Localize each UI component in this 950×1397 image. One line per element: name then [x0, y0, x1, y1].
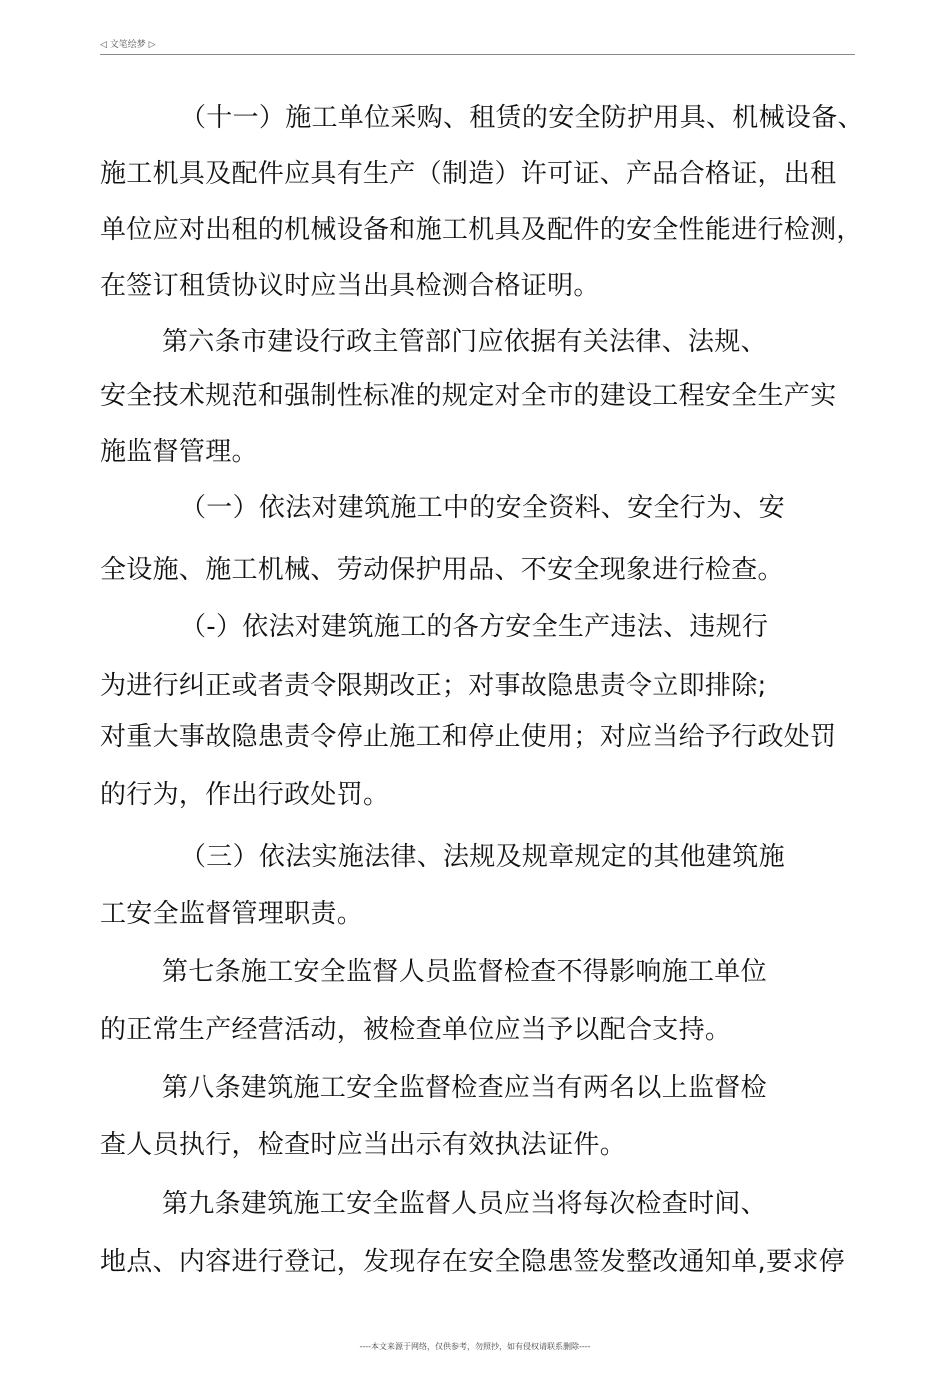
paragraph-line: 安全技术规范和强制性标准的规定对全市的建设工程安全生产实	[100, 381, 837, 411]
paragraph-line: 的正常生产经营活动，被检查单位应当予以配合支持。	[100, 1015, 732, 1045]
paragraph-line: 施监督管理。	[100, 437, 258, 467]
paragraph-line: 施工机具及配件应具有生产（制造）许可证、产品合格证，出租	[100, 159, 837, 189]
paragraph-line: 单位应对出租的机械设备和施工机具及配件的安全性能进行检测，	[100, 215, 863, 245]
paragraph-line: 第七条施工安全监督人员监督检查不得影响施工单位	[162, 957, 767, 987]
paragraph-line: 对重大事故隐患责令停止施工和停止使用；对应当给予行政处罚	[100, 722, 837, 752]
paragraph-line: 第九条建筑施工安全监督人员应当将每次检查时间、	[162, 1189, 767, 1219]
paragraph-line: （-）依法对建筑施工的各方安全生产违法、违规行	[180, 612, 769, 642]
paragraph-line: 地点、内容进行登记，发现存在安全隐患签发整改通知单,要求停	[100, 1247, 845, 1277]
paragraph-line: 第八条建筑施工安全监督检查应当有两名以上监督检	[162, 1073, 767, 1103]
page-footer: ----本文来源于网络，仅供参考，勿照抄，如有侵权请联系删除----	[359, 1342, 591, 1351]
page-header	[100, 38, 855, 55]
paragraph-line: 全设施、施工机械、劳动保护用品、不安全现象进行检查。	[100, 555, 784, 585]
paragraph-line: （三）依法实施法律、法规及规章规定的其他建筑施	[180, 842, 785, 872]
paragraph-line: 第六条市建设行政主管部门应依据有关法律、法规、	[162, 327, 767, 357]
paragraph-line: 为进行纠正或者责令限期改正；对事故隐患责令立即排除;	[100, 671, 767, 701]
paragraph-line: 查人员执行，检查时应当出示有效执法证件。	[100, 1130, 627, 1160]
header-text: ◁ 文笔绘梦 ▷	[100, 40, 156, 50]
paragraph-line: 工安全监督管理职责。	[100, 899, 364, 929]
paragraph-line: （一）依法对建筑施工中的安全资料、安全行为、安	[180, 493, 785, 523]
paragraph-line: （十一）施工单位采购、租赁的安全防护用具、机械设备、	[180, 103, 864, 133]
paragraph-line: 在签订租赁协议时应当出具检测合格证明。	[100, 271, 600, 301]
paragraph-line: 的行为，作出行政处罚。	[100, 780, 390, 810]
